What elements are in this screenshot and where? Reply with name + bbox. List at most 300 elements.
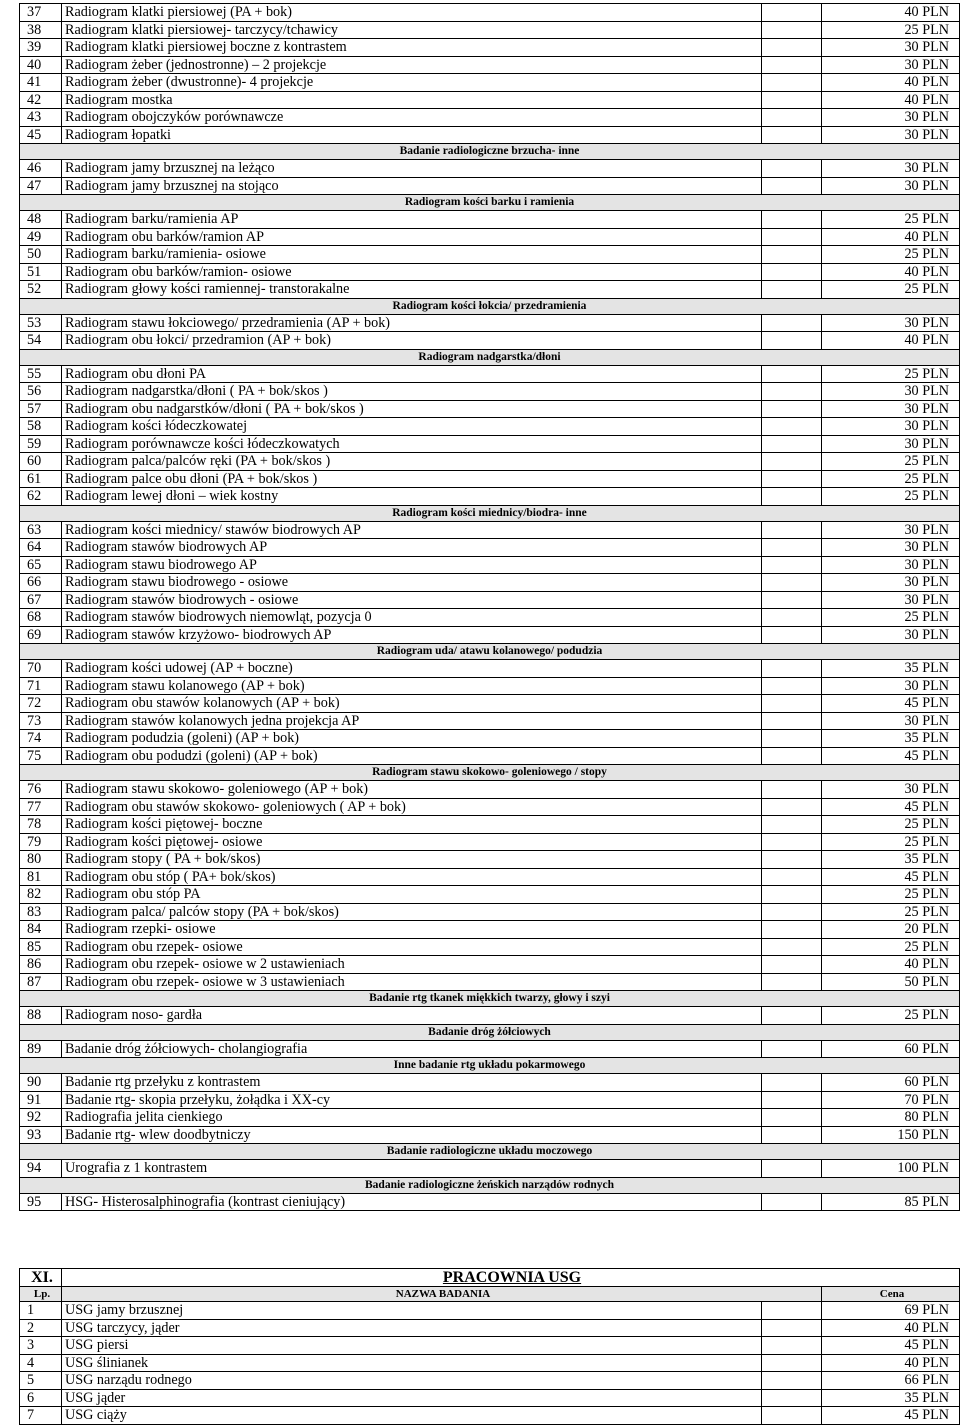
exam-name: Radiogram stawów kolanowych jedna projekcja AP: [62, 712, 762, 730]
item-number: 90: [20, 1074, 62, 1092]
table-row: [20, 488, 960, 506]
empty-cell: [762, 1074, 822, 1092]
exam-price: 25 PLN: [822, 470, 960, 488]
exam-name: Radiogram barku/ramienia- osiowe: [62, 246, 762, 264]
exam-name: Radiogram stawu biodrowego AP: [62, 556, 762, 574]
exam-name: Radiogram obu stóp ( PA+ bok/skos): [62, 868, 762, 886]
empty-cell: [762, 4, 822, 22]
empty-cell: [762, 591, 822, 609]
table-row: [20, 470, 960, 488]
exam-price: 35 PLN: [822, 730, 960, 748]
table-row: [20, 91, 960, 109]
table-row: [20, 539, 960, 557]
empty-cell: [762, 851, 822, 869]
exam-price: 25 PLN: [822, 903, 960, 921]
item-number: 89: [20, 1040, 62, 1058]
section-header-title: Radiogram nadgarstka/dłoni: [20, 349, 960, 365]
exam-name: Radiogram kości miednicy/ stawów biodrowych AP: [62, 521, 762, 539]
usg-title-row: [20, 1269, 960, 1287]
item-number: 94: [20, 1160, 62, 1178]
exam-price: 30 PLN: [822, 400, 960, 418]
table-row: [20, 747, 960, 765]
table-row: [20, 833, 960, 851]
empty-cell: [762, 1193, 822, 1211]
table-row: [20, 126, 960, 144]
section-number: XI.: [20, 1269, 62, 1287]
item-number: 6: [20, 1389, 62, 1407]
exam-name: Badanie dróg żółciowych- cholangiografia: [62, 1040, 762, 1058]
table-row: [20, 177, 960, 195]
exam-price: 30 PLN: [822, 521, 960, 539]
exam-name: Radiogram obu rzepek- osiowe w 2 ustawieniach: [62, 956, 762, 974]
exam-name: Radiogram obu nadgarstków/dłoni ( PA + bok/skos ): [62, 400, 762, 418]
empty-cell: [762, 921, 822, 939]
table-row: [20, 383, 960, 401]
exam-name: Badanie rtg- wlew doodbytniczy: [62, 1126, 762, 1144]
exam-price: 40 PLN: [822, 1319, 960, 1337]
empty-cell: [762, 488, 822, 506]
table-row: [20, 400, 960, 418]
empty-cell: [762, 868, 822, 886]
exam-name: Radiogram klatki piersiowej- tarczycy/tchawicy: [62, 21, 762, 39]
section-header-title: Badanie dróg żółciowych: [20, 1024, 960, 1040]
exam-name: Radiogram obojczyków porównawcze: [62, 109, 762, 127]
table-row: [20, 556, 960, 574]
item-number: 49: [20, 228, 62, 246]
exam-price: 25 PLN: [822, 488, 960, 506]
empty-cell: [762, 21, 822, 39]
item-number: 87: [20, 973, 62, 991]
item-number: 85: [20, 938, 62, 956]
item-number: 92: [20, 1109, 62, 1127]
table-row: [20, 246, 960, 264]
empty-cell: [762, 747, 822, 765]
exam-name: USG ciąży: [62, 1407, 762, 1425]
exam-name: Radiogram porównawcze kości łódeczkowatych: [62, 435, 762, 453]
section-header-title: Radiogram uda/ atawu kolanowego/ podudzia: [20, 644, 960, 660]
empty-cell: [762, 886, 822, 904]
item-number: 77: [20, 798, 62, 816]
empty-cell: [762, 332, 822, 350]
exam-price: 69 PLN: [822, 1302, 960, 1320]
exam-name: Radiogram noso- gardła: [62, 1007, 762, 1025]
usg-section: [19, 1268, 959, 1425]
table-row: [20, 1372, 960, 1390]
table-row: [20, 677, 960, 695]
table-row: [20, 798, 960, 816]
exam-price: 25 PLN: [822, 886, 960, 904]
section-header-row: [20, 991, 960, 1007]
exam-price: 40 PLN: [822, 4, 960, 22]
item-number: 50: [20, 246, 62, 264]
item-number: 39: [20, 39, 62, 57]
exam-name: Radiogram stawów biodrowych niemowląt, pozycja 0: [62, 609, 762, 627]
empty-cell: [762, 281, 822, 299]
usg-table-body: [20, 1302, 960, 1425]
section-header-row: [20, 1058, 960, 1074]
exam-price: 35 PLN: [822, 851, 960, 869]
item-number: 2: [20, 1319, 62, 1337]
empty-cell: [762, 903, 822, 921]
exam-name: Radiogram stawu skokowo- goleniowego (AP + bok): [62, 781, 762, 799]
exam-price: 40 PLN: [822, 263, 960, 281]
item-number: 64: [20, 539, 62, 557]
table-row: [20, 816, 960, 834]
exam-price: 40 PLN: [822, 332, 960, 350]
exam-price: 25 PLN: [822, 246, 960, 264]
exam-name: Radiogram stawów krzyżowo- biodrowych AP: [62, 626, 762, 644]
empty-cell: [762, 626, 822, 644]
item-number: 74: [20, 730, 62, 748]
exam-name: Radiogram żeber (dwustronne)- 4 projekcje: [62, 74, 762, 92]
exam-price: 30 PLN: [822, 126, 960, 144]
exam-price: 30 PLN: [822, 574, 960, 592]
exam-name: USG narządu rodnego: [62, 1372, 762, 1390]
empty-cell: [762, 521, 822, 539]
section-header-row: [20, 298, 960, 314]
table-row: [20, 1302, 960, 1320]
exam-name: Badanie rtg przełyku z kontrastem: [62, 1074, 762, 1092]
item-number: 37: [20, 4, 62, 22]
item-number: 5: [20, 1372, 62, 1390]
item-number: 63: [20, 521, 62, 539]
table-row: [20, 730, 960, 748]
exam-price: 40 PLN: [822, 228, 960, 246]
price-table-body: [20, 4, 960, 1211]
table-row: [20, 332, 960, 350]
exam-name: Badanie rtg- skopia przełyku, żołądka i XX-cy: [62, 1091, 762, 1109]
item-number: 51: [20, 263, 62, 281]
item-number: 62: [20, 488, 62, 506]
empty-cell: [762, 126, 822, 144]
table-row: [20, 211, 960, 229]
item-number: 69: [20, 626, 62, 644]
table-row: [20, 851, 960, 869]
column-header-price: Cena: [822, 1287, 960, 1302]
exam-price: 30 PLN: [822, 712, 960, 730]
exam-name: Radiogram obu podudzi (goleni) (AP + bok): [62, 747, 762, 765]
empty-cell: [762, 246, 822, 264]
exam-name: USG ślinianek: [62, 1354, 762, 1372]
exam-name: Radiogram obu stawów skokowo- goleniowych ( AP + bok): [62, 798, 762, 816]
table-row: [20, 938, 960, 956]
exam-price: 45 PLN: [822, 868, 960, 886]
exam-price: 35 PLN: [822, 660, 960, 678]
exam-name: Radiogram obu stóp PA: [62, 886, 762, 904]
item-number: 76: [20, 781, 62, 799]
empty-cell: [762, 539, 822, 557]
empty-cell: [762, 730, 822, 748]
exam-name: Radiogram stawów biodrowych - osiowe: [62, 591, 762, 609]
exam-name: HSG- Histerosalphinografia (kontrast cieniujący): [62, 1193, 762, 1211]
item-number: 91: [20, 1091, 62, 1109]
section-header-title: Inne badanie rtg układu pokarmowego: [20, 1058, 960, 1074]
exam-name: Radiogram stopy ( PA + bok/skos): [62, 851, 762, 869]
usg-price-table: [19, 1268, 960, 1425]
item-number: 58: [20, 418, 62, 436]
table-row: [20, 781, 960, 799]
exam-price: 30 PLN: [822, 781, 960, 799]
item-number: 41: [20, 74, 62, 92]
empty-cell: [762, 211, 822, 229]
empty-cell: [762, 453, 822, 471]
empty-cell: [762, 228, 822, 246]
exam-price: 25 PLN: [822, 211, 960, 229]
item-number: 72: [20, 695, 62, 713]
item-number: 7: [20, 1407, 62, 1425]
table-row: [20, 695, 960, 713]
column-header-lp: Lp.: [20, 1287, 62, 1302]
exam-price: 40 PLN: [822, 74, 960, 92]
empty-cell: [762, 956, 822, 974]
exam-name: Radiogram stawów biodrowych AP: [62, 539, 762, 557]
exam-name: Radiogram obu dłoni PA: [62, 365, 762, 383]
exam-price: 85 PLN: [822, 1193, 960, 1211]
empty-cell: [762, 1160, 822, 1178]
exam-name: Radiogram palca/palców ręki (PA + bok/skos ): [62, 453, 762, 471]
item-number: 81: [20, 868, 62, 886]
exam-name: Urografia z 1 kontrastem: [62, 1160, 762, 1178]
table-row: [20, 56, 960, 74]
table-row: [20, 1007, 960, 1025]
empty-cell: [762, 56, 822, 74]
table-row: [20, 1109, 960, 1127]
empty-cell: [762, 1319, 822, 1337]
item-number: 80: [20, 851, 62, 869]
exam-name: Radiogram stawu łokciowego/ przedramienia (AP + bok): [62, 314, 762, 332]
exam-price: 30 PLN: [822, 435, 960, 453]
exam-price: 30 PLN: [822, 418, 960, 436]
empty-cell: [762, 435, 822, 453]
empty-cell: [762, 938, 822, 956]
exam-name: Radiogram żeber (jednostronne) – 2 projekcje: [62, 56, 762, 74]
item-number: 84: [20, 921, 62, 939]
empty-cell: [762, 798, 822, 816]
section-title: PRACOWNIA USG: [62, 1269, 960, 1287]
item-number: 78: [20, 816, 62, 834]
empty-cell: [762, 470, 822, 488]
exam-name: Radiogram stawu biodrowego - osiowe: [62, 574, 762, 592]
section-header-title: Radiogram kości miednicy/biodra- inne: [20, 505, 960, 521]
empty-cell: [762, 39, 822, 57]
table-row: [20, 453, 960, 471]
exam-price: 66 PLN: [822, 1372, 960, 1390]
empty-cell: [762, 1407, 822, 1425]
empty-cell: [762, 816, 822, 834]
table-row: [20, 973, 960, 991]
empty-cell: [762, 74, 822, 92]
exam-name: Radiogram barku/ramienia AP: [62, 211, 762, 229]
exam-name: Radiogram jamy brzusznej na leżąco: [62, 160, 762, 178]
table-row: [20, 228, 960, 246]
exam-name: Radiogram kości łódeczkowatej: [62, 418, 762, 436]
section-header-title: Badanie radiologiczne żeńskich narządów rodnych: [20, 1177, 960, 1193]
item-number: 38: [20, 21, 62, 39]
exam-price: 30 PLN: [822, 177, 960, 195]
exam-name: Radiografia jelita cienkiego: [62, 1109, 762, 1127]
table-row: [20, 418, 960, 436]
exam-name: Radiogram łopatki: [62, 126, 762, 144]
exam-price: 80 PLN: [822, 1109, 960, 1127]
table-row: [20, 868, 960, 886]
empty-cell: [762, 1040, 822, 1058]
empty-cell: [762, 1337, 822, 1355]
item-number: 83: [20, 903, 62, 921]
exam-name: Radiogram obu rzepek- osiowe: [62, 938, 762, 956]
section-header-row: [20, 765, 960, 781]
empty-cell: [762, 400, 822, 418]
exam-price: 30 PLN: [822, 591, 960, 609]
section-header-title: Badanie rtg tkanek miękkich twarzy, głowy i szyi: [20, 991, 960, 1007]
exam-price: 25 PLN: [822, 833, 960, 851]
table-row: [20, 574, 960, 592]
item-number: 3: [20, 1337, 62, 1355]
section-header-title: Radiogram stawu skokowo- goleniowego / stopy: [20, 765, 960, 781]
exam-price: 30 PLN: [822, 626, 960, 644]
empty-cell: [762, 833, 822, 851]
exam-price: 25 PLN: [822, 816, 960, 834]
item-number: 55: [20, 365, 62, 383]
exam-name: Radiogram obu barków/ramion AP: [62, 228, 762, 246]
item-number: 93: [20, 1126, 62, 1144]
exam-name: USG tarczycy, jąder: [62, 1319, 762, 1337]
table-row: [20, 712, 960, 730]
exam-price: 25 PLN: [822, 365, 960, 383]
table-row: [20, 21, 960, 39]
section-header-row: [20, 505, 960, 521]
table-row: [20, 1337, 960, 1355]
empty-cell: [762, 1302, 822, 1320]
table-row: [20, 1389, 960, 1407]
table-row: [20, 903, 960, 921]
table-row: [20, 365, 960, 383]
empty-cell: [762, 1389, 822, 1407]
item-number: 53: [20, 314, 62, 332]
exam-price: 25 PLN: [822, 609, 960, 627]
section-header-row: [20, 144, 960, 160]
empty-cell: [762, 973, 822, 991]
price-list-document: [19, 3, 959, 1211]
exam-name: Radiogram kości piętowej- osiowe: [62, 833, 762, 851]
section-header-row: [20, 1144, 960, 1160]
table-row: [20, 660, 960, 678]
column-header-name: NAZWA BADANIA: [62, 1287, 822, 1302]
exam-price: 25 PLN: [822, 1007, 960, 1025]
exam-price: 60 PLN: [822, 1040, 960, 1058]
exam-price: 40 PLN: [822, 91, 960, 109]
exam-price: 25 PLN: [822, 21, 960, 39]
exam-price: 45 PLN: [822, 798, 960, 816]
item-number: 43: [20, 109, 62, 127]
section-header-row: [20, 195, 960, 211]
exam-name: Radiogram rzepki- osiowe: [62, 921, 762, 939]
item-number: 67: [20, 591, 62, 609]
table-row: [20, 74, 960, 92]
item-number: 48: [20, 211, 62, 229]
section-header-title: Radiogram kości łokcia/ przedramienia: [20, 298, 960, 314]
exam-name: Radiogram klatki piersiowej (PA + bok): [62, 4, 762, 22]
exam-name: Radiogram nadgarstka/dłoni ( PA + bok/skos ): [62, 383, 762, 401]
exam-name: Radiogram podudzia (goleni) (AP + bok): [62, 730, 762, 748]
table-row: [20, 1091, 960, 1109]
item-number: 65: [20, 556, 62, 574]
section-header-title: Badanie radiologiczne układu moczowego: [20, 1144, 960, 1160]
exam-price: 30 PLN: [822, 677, 960, 695]
usg-header-row: [20, 1287, 960, 1302]
exam-name: Radiogram obu rzepek- osiowe w 3 ustawieniach: [62, 973, 762, 991]
empty-cell: [762, 609, 822, 627]
exam-price: 30 PLN: [822, 109, 960, 127]
exam-price: 40 PLN: [822, 956, 960, 974]
exam-price: 70 PLN: [822, 1091, 960, 1109]
empty-cell: [762, 91, 822, 109]
table-row: [20, 1160, 960, 1178]
item-number: 60: [20, 453, 62, 471]
empty-cell: [762, 263, 822, 281]
item-number: 61: [20, 470, 62, 488]
table-row: [20, 609, 960, 627]
empty-cell: [762, 677, 822, 695]
empty-cell: [762, 418, 822, 436]
exam-name: USG jamy brzusznej: [62, 1302, 762, 1320]
empty-cell: [762, 660, 822, 678]
section-header-row: [20, 644, 960, 660]
exam-name: Radiogram lewej dłoni – wiek kostny: [62, 488, 762, 506]
empty-cell: [762, 781, 822, 799]
item-number: 88: [20, 1007, 62, 1025]
table-row: [20, 4, 960, 22]
section-header-title: Radiogram kości barku i ramienia: [20, 195, 960, 211]
exam-price: 30 PLN: [822, 556, 960, 574]
empty-cell: [762, 177, 822, 195]
exam-name: Radiogram obu barków/ramion- osiowe: [62, 263, 762, 281]
item-number: 95: [20, 1193, 62, 1211]
table-row: [20, 1126, 960, 1144]
empty-cell: [762, 1354, 822, 1372]
exam-price: 30 PLN: [822, 39, 960, 57]
empty-cell: [762, 365, 822, 383]
table-row: [20, 314, 960, 332]
exam-price: 100 PLN: [822, 1160, 960, 1178]
exam-name: Radiogram kości piętowej- boczne: [62, 816, 762, 834]
exam-price: 45 PLN: [822, 747, 960, 765]
table-row: [20, 160, 960, 178]
item-number: 52: [20, 281, 62, 299]
empty-cell: [762, 383, 822, 401]
exam-name: Radiogram obu stawów kolanowych (AP + bok): [62, 695, 762, 713]
table-row: [20, 39, 960, 57]
exam-price: 60 PLN: [822, 1074, 960, 1092]
item-number: 1: [20, 1302, 62, 1320]
item-number: 57: [20, 400, 62, 418]
item-number: 46: [20, 160, 62, 178]
section-header-title: Badanie radiologiczne brzucha- inne: [20, 144, 960, 160]
exam-name: Radiogram kości udowej (AP + boczne): [62, 660, 762, 678]
table-row: [20, 1074, 960, 1092]
exam-price: 25 PLN: [822, 938, 960, 956]
empty-cell: [762, 695, 822, 713]
table-row: [20, 886, 960, 904]
table-row: [20, 1040, 960, 1058]
item-number: 54: [20, 332, 62, 350]
table-row: [20, 1407, 960, 1425]
item-number: 59: [20, 435, 62, 453]
exam-name: Radiogram mostka: [62, 91, 762, 109]
exam-price: 150 PLN: [822, 1126, 960, 1144]
empty-cell: [762, 1372, 822, 1390]
empty-cell: [762, 160, 822, 178]
exam-price: 30 PLN: [822, 314, 960, 332]
